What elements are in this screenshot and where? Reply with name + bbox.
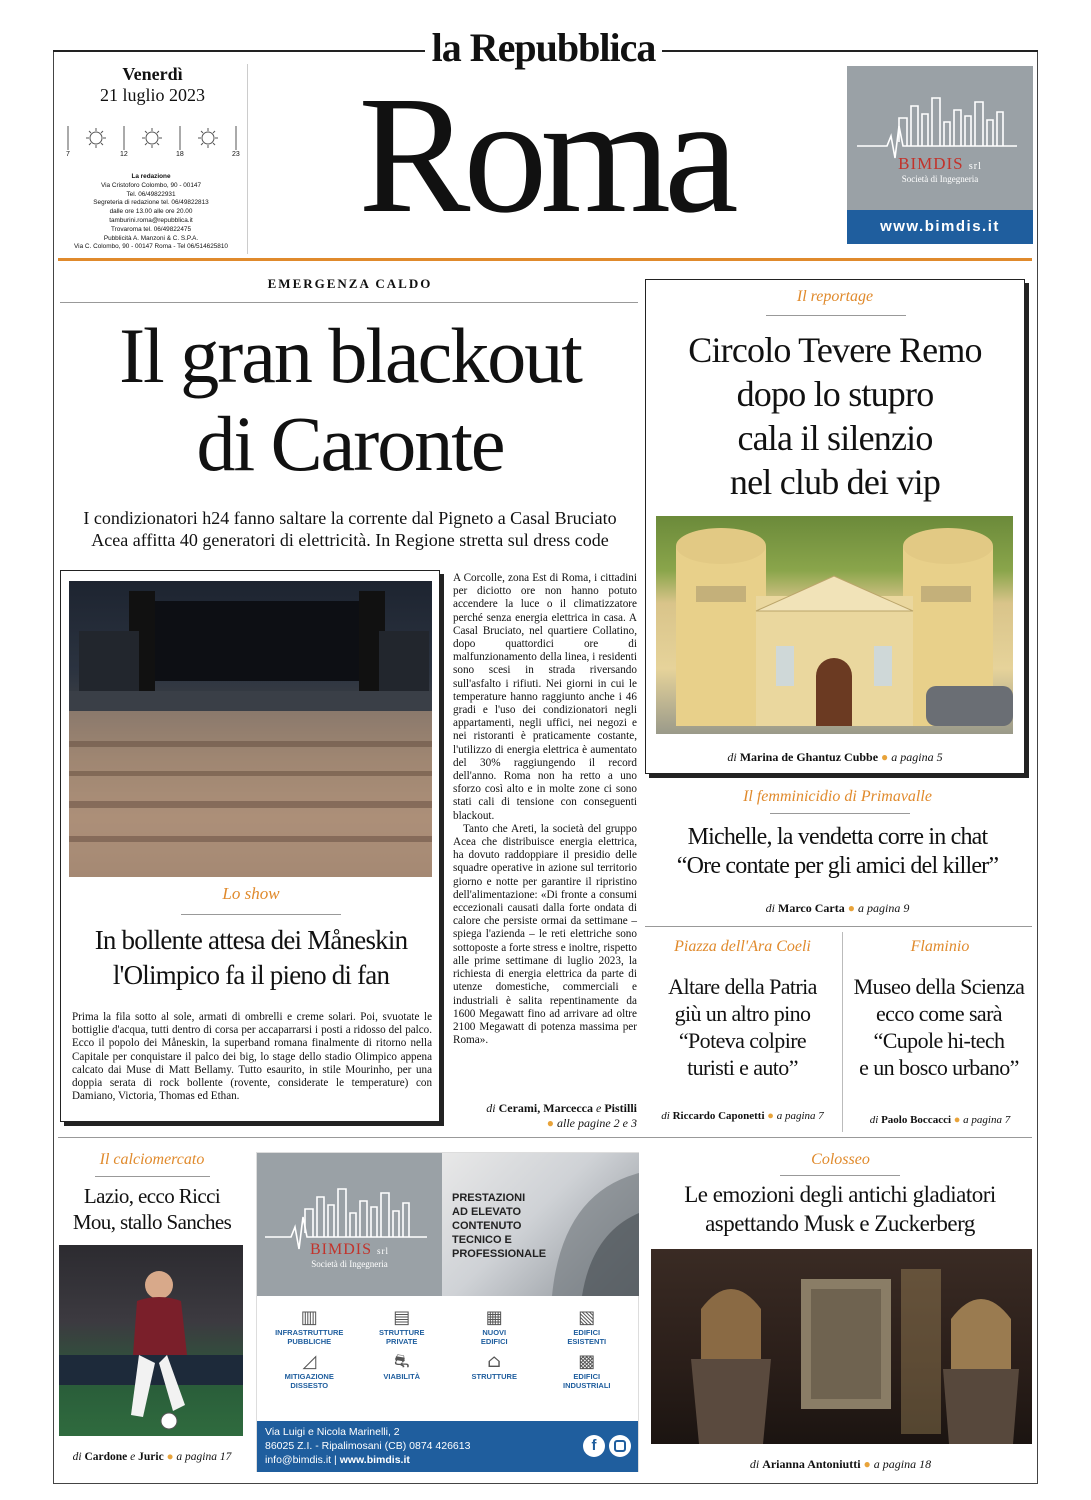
lead-body — [453, 572, 637, 1047]
ad-claim — [452, 1191, 546, 1261]
redazione-line: Tel. 06/49822931 — [126, 190, 176, 198]
lead-title-line: Il gran blackout — [119, 312, 581, 399]
footballer-photo — [59, 1245, 243, 1436]
byline-di: di — [486, 1101, 496, 1115]
flaminio-title-line: e un bosco urbano” — [859, 1055, 1019, 1080]
lead-subtitle-line: I condizionatori h24 fanno saltare la corrente dal Pigneto a Casal Bruciato — [83, 508, 617, 528]
bullet-icon: ● — [767, 1110, 774, 1122]
page-ref: a pagina 7 — [776, 1110, 824, 1122]
ad-claim-line: PROFESSIONALE — [452, 1248, 547, 1260]
road-icon: ⛐ — [393, 1351, 410, 1372]
show-kicker: Lo show — [222, 884, 280, 903]
lead-body-p2: Tanto che Areti, la società del gruppo Acea che distribuisce energia elettrica, ha dovuto raddoppiare il presidio delle squadre operative in azione sul territorio giorno e notte per garantire il ripristino dell'alimentazione: «Di fronte a consumi eccezionali causati dalla forte ondata di calore che persiste ormai da settimane – spiega l'azienda – le reti elettriche sono sottoposte a forte stress e inoltre, rispetto alle prime settimane di luglio 2023, la richiesta di energia elettrica da parte di utenze domestiche, commerciali e industriali è salita repentinamente da 1600 Megawatt fino ad arrivare ad oltre 2100 Megawatt di potenza massima per Roma». — [453, 822, 637, 1047]
ad-claim-line: CONTENUTO — [452, 1220, 522, 1232]
office-icon: ▦ — [485, 1307, 503, 1328]
service-item — [448, 1308, 541, 1346]
byline-author: Cerami, Marcecca — [498, 1101, 593, 1115]
top-ad-brand-text: BIMDIS — [898, 154, 964, 173]
service-label: INFRASTRUTTURE PUBBLICHE — [275, 1328, 344, 1346]
service-label: MITIGAZIONE DISSESTO — [284, 1372, 334, 1390]
service-label: EDIFICI INDUSTRIALI — [563, 1372, 611, 1390]
stage-icon — [69, 581, 432, 877]
byline-author: Cardone — [84, 1451, 128, 1463]
service-item — [448, 1352, 541, 1390]
page-ref: a pagina 7 — [963, 1114, 1011, 1126]
byline-author: Paolo Boccacci — [881, 1114, 952, 1126]
reportage-box[interactable] — [645, 279, 1025, 774]
date: 21 luglio 2023 — [99, 85, 205, 105]
brand-logo: la Repubblica — [431, 25, 656, 70]
lead-pages[interactable] — [453, 1116, 637, 1131]
ad-brand — [257, 1241, 442, 1259]
byline-author: Marco Carta — [778, 901, 845, 915]
reportage-title-line: nel club dei vip — [729, 462, 941, 502]
page-ref: a pagina 5 — [891, 750, 943, 764]
service-item — [356, 1308, 449, 1346]
service-label: NUOVI EDIFICI — [480, 1328, 508, 1346]
reportage-title-line: dopo lo stupro — [736, 374, 934, 414]
femminicidio-title-line: Michelle, la vendetta corre in chat — [687, 824, 988, 850]
ad-url[interactable]: www.bimdis.it — [339, 1454, 410, 1466]
byline-author: Riccardo Caponetti — [672, 1110, 765, 1122]
aracoeli-title[interactable] — [645, 973, 840, 1081]
ad-contacts — [265, 1425, 470, 1467]
service-label: STRUTTURE — [471, 1372, 517, 1381]
club-photo — [656, 516, 1013, 734]
lead-rule — [60, 302, 638, 303]
byline-di: di — [765, 901, 775, 915]
femminicidio-title-line: “Ore contate per gli amici del killer” — [676, 853, 999, 879]
flaminio-title-line: “Cupole hi-tech — [873, 1028, 1005, 1053]
byline-and: e — [596, 1101, 602, 1115]
service-item — [263, 1352, 356, 1390]
facebook-icon[interactable]: f — [583, 1435, 605, 1457]
instagram-glyph — [614, 1440, 626, 1452]
page-ref: alle pagine 2 e 3 — [557, 1116, 637, 1130]
byline-author: Juric — [138, 1451, 164, 1463]
show-body: Prima la fila sotto al sole, armati di ombrelli e creme solari. Poi, svuotate le bottiglie d'acqua, tutti dentro di corsa per accaparrarsi i posti a ridosso del palco. Ecco il popolo dei Måneskin, la superband romana finalmente di ritorno nella Capitale per conquistare il palco dei big, lo stage dello stadio Olimpico appena calcato dai Muse di Matt Bellamy. Tutto esaurito, in stile Mourinho, per una doppia serata di rock bollente (rovente, considerate le temperature) con Damiano, Victoria, Thomas ed Ethan. — [72, 1011, 432, 1103]
redazione-line: tamburini.roma@repubblica.it — [109, 216, 193, 224]
colosseo-byline — [648, 1457, 1033, 1472]
femminicidio-kicker: Il femminicidio di Primavalle — [743, 788, 932, 805]
show-title-line: l'Olimpico fa il pieno di fan — [112, 960, 390, 990]
redazione-title: La redazione — [131, 173, 171, 180]
flaminio-byline — [845, 1114, 1035, 1126]
bullet-icon: ● — [881, 750, 889, 764]
service-item — [356, 1352, 449, 1390]
flaminio-title-line: Museo della Scienza — [853, 974, 1025, 999]
masthead-rule-left — [53, 50, 425, 52]
bullet-icon: ● — [863, 1457, 871, 1471]
building-icon: ▥ — [300, 1307, 318, 1328]
aracoeli-title-line: “Poteva colpire — [678, 1028, 807, 1053]
ad-brand-text: BIMDIS — [309, 1241, 372, 1258]
ad-services — [263, 1308, 633, 1390]
section-divider — [58, 1137, 1032, 1138]
redazione-line: Via C. Colombo, 90 - 00147 Roma - Tel 06/514625810 — [74, 243, 228, 251]
service-label: STRUTTURE PRIVATE — [379, 1328, 425, 1346]
femminicidio-title[interactable] — [645, 823, 1030, 881]
aracoeli-kicker: Piazza dell'Ara Coeli — [674, 938, 811, 955]
lead-kicker: EMERGENZA CALDO — [267, 276, 433, 291]
weather-row — [66, 124, 242, 160]
byline-and: e — [130, 1451, 136, 1463]
crane-icon: ▧ — [578, 1307, 596, 1328]
colosseo-title-line: aspettando Musk e Zuckerberg — [705, 1211, 975, 1236]
weather-hour: 7 — [66, 151, 70, 158]
gladiator-photo — [651, 1249, 1032, 1444]
top-ad-brand — [847, 154, 1033, 174]
byline-author: Marina de Ghantuz Cubbe — [739, 750, 879, 764]
weather-sun-icons — [66, 124, 242, 160]
femminicidio-rule — [770, 813, 910, 814]
page-ref: a pagina 18 — [873, 1457, 932, 1471]
byline-di: di — [72, 1451, 82, 1463]
colosseo-title-line: Le emozioni degli antichi gladiatori — [684, 1182, 996, 1207]
show-title-line: In bollente attesa dei Måneskin — [94, 925, 408, 955]
section-divider — [645, 926, 1032, 927]
ad-email-line — [265, 1453, 470, 1467]
reportage-title-line: Circolo Tevere Remo — [688, 330, 982, 370]
weather-hour: 12 — [120, 151, 128, 158]
byline-author: Arianna Antoniutti — [762, 1457, 861, 1471]
calcio-title-line: Mou, stallo Sanches — [72, 1210, 232, 1234]
lead-title — [60, 312, 640, 488]
frame-right — [1037, 52, 1038, 1484]
byline-di: di — [749, 1457, 760, 1471]
show-box[interactable] — [60, 570, 440, 1122]
service-item — [541, 1308, 634, 1346]
lead-title-line: di Caronte — [196, 400, 504, 487]
bullet-icon: ● — [847, 901, 855, 915]
concert-photo — [69, 581, 432, 877]
date-block — [58, 64, 248, 254]
service-item — [541, 1352, 634, 1390]
weather-hour: 18 — [176, 151, 184, 158]
aracoeli-byline — [645, 1110, 840, 1122]
ad-claim-line: TECNICO E — [452, 1234, 512, 1246]
books-icon: ▤ — [393, 1307, 411, 1328]
lead-subtitle-line: Acea affitta 40 generatori di elettricità. In Regione stretta sul dress code — [91, 530, 609, 550]
instagram-icon[interactable] — [609, 1435, 631, 1457]
service-label: VIABILITÀ — [383, 1372, 421, 1381]
reportage-rule — [766, 315, 906, 316]
aracoeli-title-line: turisti e auto” — [687, 1055, 798, 1080]
flaminio-title-line: ecco come sarà — [876, 1001, 1002, 1026]
flaminio-title[interactable] — [843, 973, 1035, 1081]
ad-address: 86025 Z.I. - Ripalimosani (CB) 0874 426613 — [265, 1440, 471, 1452]
aracoeli-title-line: giù un altro pino — [674, 1001, 811, 1026]
colosseo-title[interactable] — [645, 1180, 1035, 1238]
bimdis-ad[interactable] — [256, 1152, 639, 1472]
redazione-line: dalle ore 13.00 alle ore 20.00 — [109, 208, 193, 216]
bullet-icon: ● — [166, 1451, 174, 1463]
lead-byline — [453, 1101, 637, 1116]
ad-logo-panel — [257, 1153, 442, 1296]
calcio-rule — [95, 1176, 210, 1177]
masthead-orange-rule — [58, 258, 1032, 261]
redazione-line: Pubblicità A. Manzoni & C. S.P.A. — [103, 234, 199, 242]
bullet-icon: ● — [953, 1114, 961, 1126]
ad-brand-suffix: srl — [377, 1246, 389, 1256]
reportage-byline — [646, 750, 1024, 765]
frame-left — [53, 52, 54, 1484]
slope-icon: ◿ — [302, 1351, 317, 1372]
player-icon — [59, 1245, 243, 1436]
top-ad-brand-suffix: srl — [968, 161, 982, 172]
byline-author: Pistilli — [604, 1101, 637, 1115]
flaminio-kicker: Flaminio — [910, 938, 970, 955]
byline-di: di — [727, 750, 737, 764]
service-item — [263, 1308, 356, 1346]
reportage-title-line: cala il silenzio — [737, 418, 933, 458]
ad-tagline: Società di Ingegneria — [311, 1259, 388, 1269]
reportage-kicker: Il reportage — [796, 288, 874, 305]
armor-icon — [651, 1249, 1032, 1444]
page-ref: a pagina 9 — [858, 901, 910, 915]
show-rule — [181, 914, 341, 915]
show-title — [61, 923, 441, 993]
calcio-title[interactable] — [56, 1183, 248, 1235]
colosseo-rule — [780, 1175, 900, 1176]
building-icon — [656, 516, 1013, 734]
ad-address: Via Luigi e Nicola Marinelli, 2 — [265, 1426, 400, 1438]
masthead-rule-right — [662, 50, 1038, 52]
frame-icon: ⌂ — [487, 1351, 502, 1372]
colosseo-kicker: Colosseo — [811, 1151, 870, 1168]
ad-claim-line: PRESTAZIONI — [452, 1192, 526, 1204]
weekday: Venerdì — [122, 64, 183, 84]
lead-body-p1: A Corcolle, zona Est di Roma, i cittadini per diciotto ore non hanno potuto accendere la luce o il climatizzatore perché senza energia elettrica in casa. A Casal Bruciato, nel quartiere Collatino, dopo quattordici ore di malfunzionamento della linea, i residenti sono scesi in strada riversando sull'asfalto i rifiuti. Nei giorni in cui le temperature hanno raggiunto anche i 46 gradi e l'uso dei condizionatori negli appartamenti, negli uffici, nei negozi e nei ristoranti è praticamente costante, l'utilizzo di energia elettrica è aumentato del 30% raggiungendo il record dell'anno. Roma non ha retto a uno sforzo così alto e in molte zone ci sono stati cali di tensione con conseguenti blackout. — [453, 572, 637, 822]
redazione-line: Segreteria di redazione tel. 06/49822813 — [93, 199, 209, 207]
top-ad[interactable] — [847, 66, 1033, 244]
ad-claim-panel — [442, 1153, 639, 1296]
calcio-byline — [58, 1451, 246, 1463]
byline-di: di — [661, 1110, 670, 1122]
aracoeli-title-line: Altare della Patria — [668, 974, 817, 999]
ad-email[interactable]: info@bimdis.it — [265, 1454, 332, 1466]
redazione-info — [58, 173, 244, 252]
service-label: EDIFICI ESISTENTI — [567, 1328, 607, 1346]
calcio-title-line: Lazio, ecco Ricci — [83, 1184, 221, 1208]
ad-footer — [257, 1421, 638, 1472]
factory-icon: ▩ — [578, 1351, 596, 1372]
lead-subtitle — [60, 507, 640, 551]
redazione-line: Trovaroma tel. 06/49822475 — [110, 225, 192, 233]
page-ref: a pagina 17 — [176, 1451, 232, 1463]
byline-di: di — [869, 1114, 879, 1126]
top-ad-url[interactable]: www.bimdis.it — [847, 210, 1033, 244]
bullet-icon: ● — [546, 1116, 555, 1130]
reportage-title — [646, 328, 1024, 504]
ad-claim-line: AD ELEVATO — [452, 1206, 522, 1218]
redazione-line: Via Cristoforo Colombo, 90 - 00147 — [100, 181, 202, 189]
femminicidio-byline — [645, 901, 1030, 916]
frame-bottom — [53, 1483, 1038, 1484]
calcio-kicker: Il calciomercato — [99, 1151, 205, 1168]
city-title: Roma — [358, 62, 732, 248]
top-ad-tagline: Società di Ingegneria — [901, 174, 979, 184]
weather-hour: 23 — [232, 151, 240, 158]
ad-separator: | — [334, 1454, 337, 1466]
